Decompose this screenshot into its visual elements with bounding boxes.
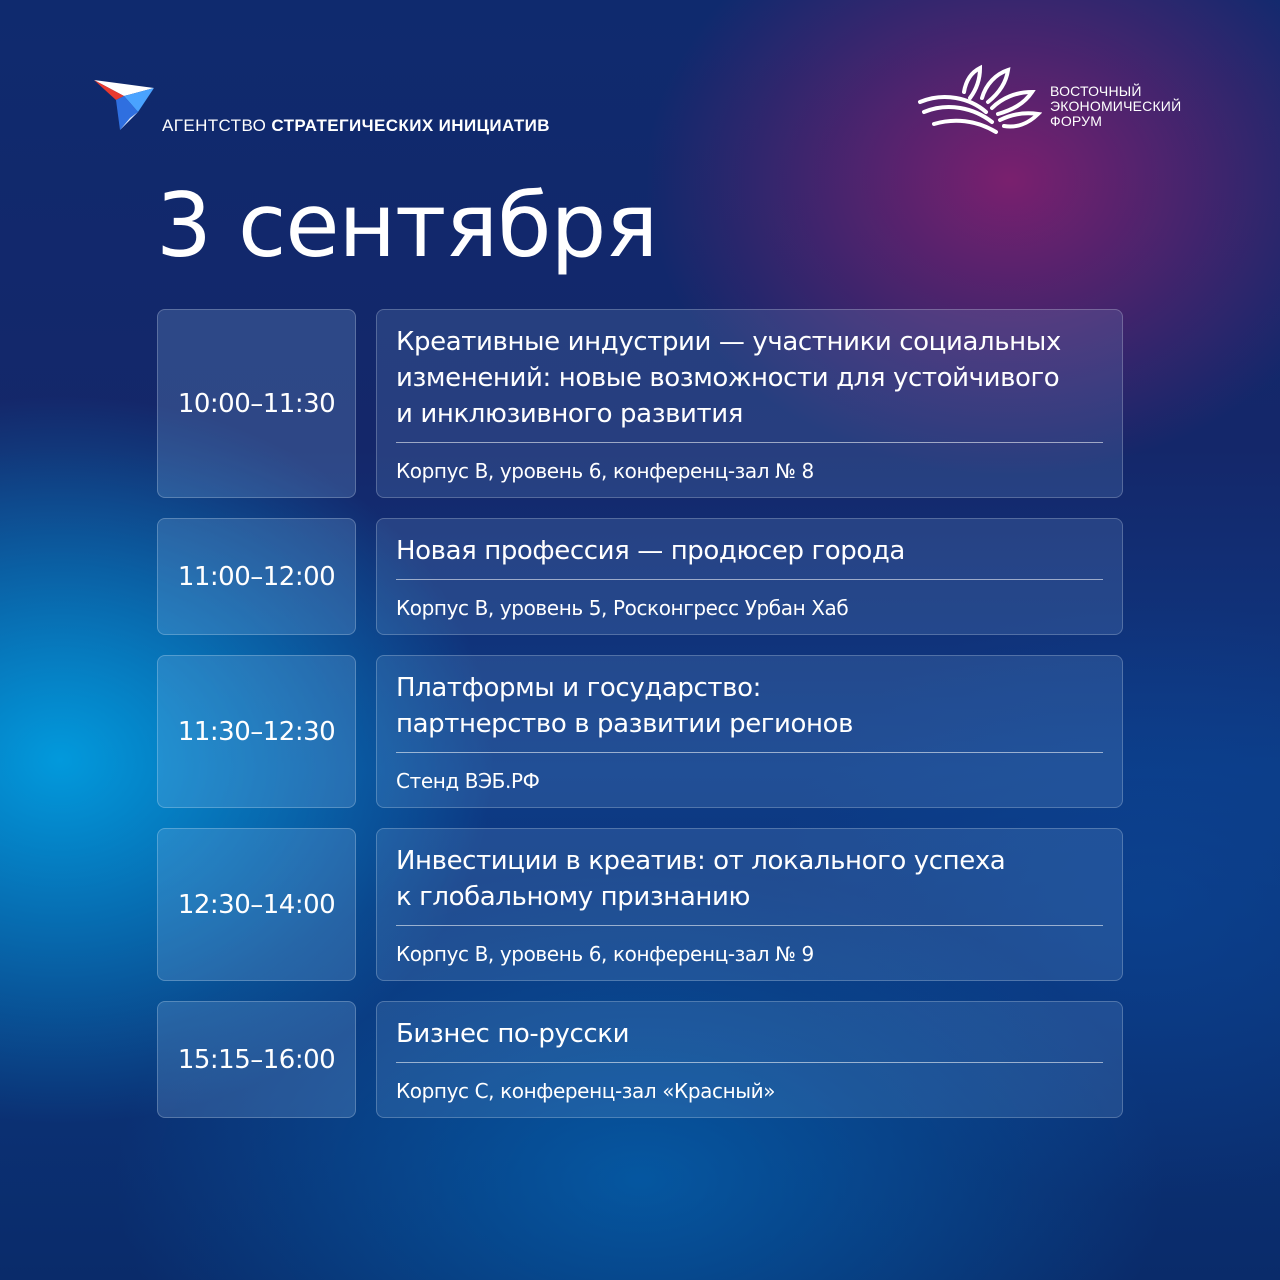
time-label: 11:00–12:00: [177, 561, 336, 592]
schedule-row: [157, 1001, 1123, 1118]
eef-logo: [914, 62, 1184, 138]
eef-logo-line3: ФОРУМ: [1050, 113, 1103, 129]
event-card: [376, 518, 1123, 635]
asi-logo-text-bold: СТРАТЕГИЧЕСКИХ ИНИЦИАТИВ: [271, 116, 550, 135]
event-title: Новая профессия — продюсер города: [396, 533, 1103, 580]
schedule-row: [157, 309, 1123, 498]
event-venue: Корпус В, уровень 6, конференц-зал № 9: [396, 942, 814, 966]
eef-logo-text: [1050, 84, 1181, 129]
time-label: 11:30–12:30: [177, 716, 336, 747]
event-venue: Стенд ВЭБ.РФ: [396, 769, 540, 793]
schedule-row: [157, 655, 1123, 808]
eef-logo-line2: ЭКОНОМИЧЕСКИЙ: [1050, 98, 1182, 114]
schedule-row: [157, 828, 1123, 981]
schedule-list: [157, 309, 1123, 1138]
asi-logo-text: [162, 116, 550, 136]
time-label: 10:00–11:30: [177, 388, 336, 419]
event-venue: Корпус В, уровень 6, конференц-зал № 8: [396, 459, 814, 483]
event-title: Бизнес по-русски: [396, 1016, 1103, 1063]
date-title: 3 сентября: [156, 174, 658, 277]
event-card: [376, 309, 1123, 498]
event-card: [376, 655, 1123, 808]
time-cell: [157, 655, 356, 808]
time-cell: [157, 828, 356, 981]
schedule-row: [157, 518, 1123, 635]
time-cell: [157, 518, 356, 635]
event-title: Платформы и государство: партнерство в развитии регионов: [396, 670, 1103, 753]
lotus-logo-icon: [914, 62, 1042, 138]
event-title: Инвестиции в креатив: от локального успеха к глобальному признанию: [396, 843, 1103, 926]
event-title: Креативные индустрии — участники социальных изменений: новые возможности для устойчивого и инклюзивного развития: [396, 324, 1103, 443]
event-venue: Корпус С, конференц-зал «Красный»: [396, 1079, 776, 1103]
time-cell: [157, 309, 356, 498]
time-cell: [157, 1001, 356, 1118]
eef-logo-line1: ВОСТОЧНЫЙ: [1050, 83, 1142, 99]
event-venue: Корпус В, уровень 5, Росконгресс Урбан Хаб: [396, 596, 849, 620]
asi-logo: [94, 78, 564, 138]
asi-logo-text-regular: АГЕНТСТВО: [162, 116, 267, 135]
time-label: 15:15–16:00: [177, 1044, 336, 1075]
asi-arrow-logo-icon: [94, 78, 164, 134]
event-card: [376, 828, 1123, 981]
event-card: [376, 1001, 1123, 1118]
time-label: 12:30–14:00: [177, 889, 336, 920]
